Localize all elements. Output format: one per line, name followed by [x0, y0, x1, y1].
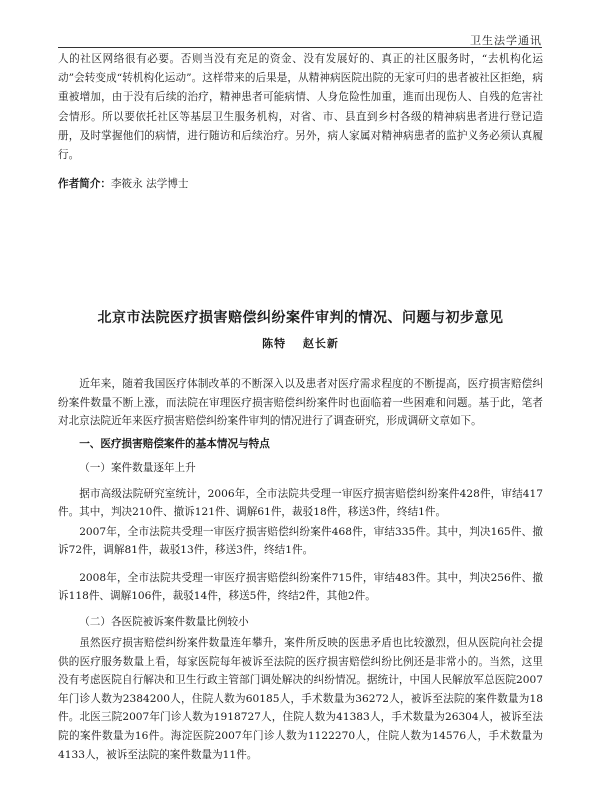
- continuation-paragraph: 人的社区网络很有必要。否则当没有充足的资金、没有发展好的、真正的社区服务时，“去机构化运动”会转变成“转机构化运动”。这样带来的后果是，从精神病医院出院的无家可归的患者被社区拒绝，病重被增加，由于没有后续的治疗，精神患者可能病情、人身危险性加重，進而出现伤人、自残的危害社会情形。所以要依托社区等基层卫生服务机构，对省、市、县直到乡村各级的精神病患者进行登记造册，及时掌握他们的病情，进行随访和后续治疗。另外，病人家属对精神病患者的监护义务必须认真履行。: [58, 53, 543, 162]
- section-heading: 一、医疗损害赔偿案件的基本情况与特点: [79, 438, 270, 450]
- previous-article-continuation: [58, 50, 543, 165]
- running-header: 卫生法学通讯: [470, 34, 542, 47]
- paragraph-2006: 据市高级法院研究室统计，2006年，全市法院共受理一审医疗损害赔偿纠纷案件428件，审结417件。其中，判决210件、撤诉121件、调解61件，裁驳18件，移送3件，终结1件。: [58, 488, 543, 519]
- author-note: [58, 176, 543, 193]
- author-note-text: 李筱永 法学博士: [110, 178, 189, 190]
- paragraph-2007: 2007年，全市法院共受理一审医疗损害赔偿纠纷案件468件，审结335件。其中，判决165件、撤诉72件，调解81件，裁驳13件，移送3件，终结1件。: [58, 526, 543, 557]
- intro-paragraph: 近年来，随着我国医疗体制改革的不断深入以及患者对医疗需求程度的不断提高，医疗损害赔偿纠纷案件数量不断上涨，而法院在审理医疗损害赔偿纠纷案件时也面临着一些困难和问题。基于此，笔者对北京法院近年来医疗损害赔偿纠纷案件审判的情况进行了调查研究，形成调研文章如下。: [58, 378, 543, 427]
- author-note-label: 作者简介：: [58, 178, 111, 190]
- header-rule: [58, 47, 542, 48]
- article-authors: 陈特 赵长新: [262, 337, 339, 350]
- subsection-heading: （一）案件数量逐年上升: [79, 462, 196, 474]
- article-title: 北京市法院医疗损害赔偿纠纷案件审判的情况、问题与初步意见: [97, 310, 504, 326]
- subsection-heading: （二）各医院被诉案件数量比例较小: [79, 616, 249, 628]
- paragraph-2008: 2008年，全市法院共受理一审医疗损害赔偿纠纷案件715件，审结483件。其中，判决256件、撤诉118件、调解106件，裁驳14件，移送5件，终结2件，其他2件。: [58, 572, 543, 603]
- paragraph-hospitals: 虽然医疗损害赔偿纠纷案件数量连年攀升，案件所反映的医患矛盾也比较激烈，但从医院向社会提供的医疗服务数量上看，每家医院每年被诉至法院的医疗损害赔偿纠纷比例还是非常小的。当然，这里没有考虑医院自行解决和卫生行政主管部门调处解决的纠纷情况。据统计，中国人民解放军总医院2007年门诊人数为2384200人，住院人数为60185人，手术数量为36272人，被诉至法院的案件数量为18件。北医三院2007年门诊人数为1918727人，住院人数为41383人，手术数量为26304人，被诉至法院的案件数量为16件。海淀医院2007年门诊人数为1122270人，住院人数为14576人，手术数量为4133人，被诉至法院的案件数量为11件。: [58, 637, 543, 761]
